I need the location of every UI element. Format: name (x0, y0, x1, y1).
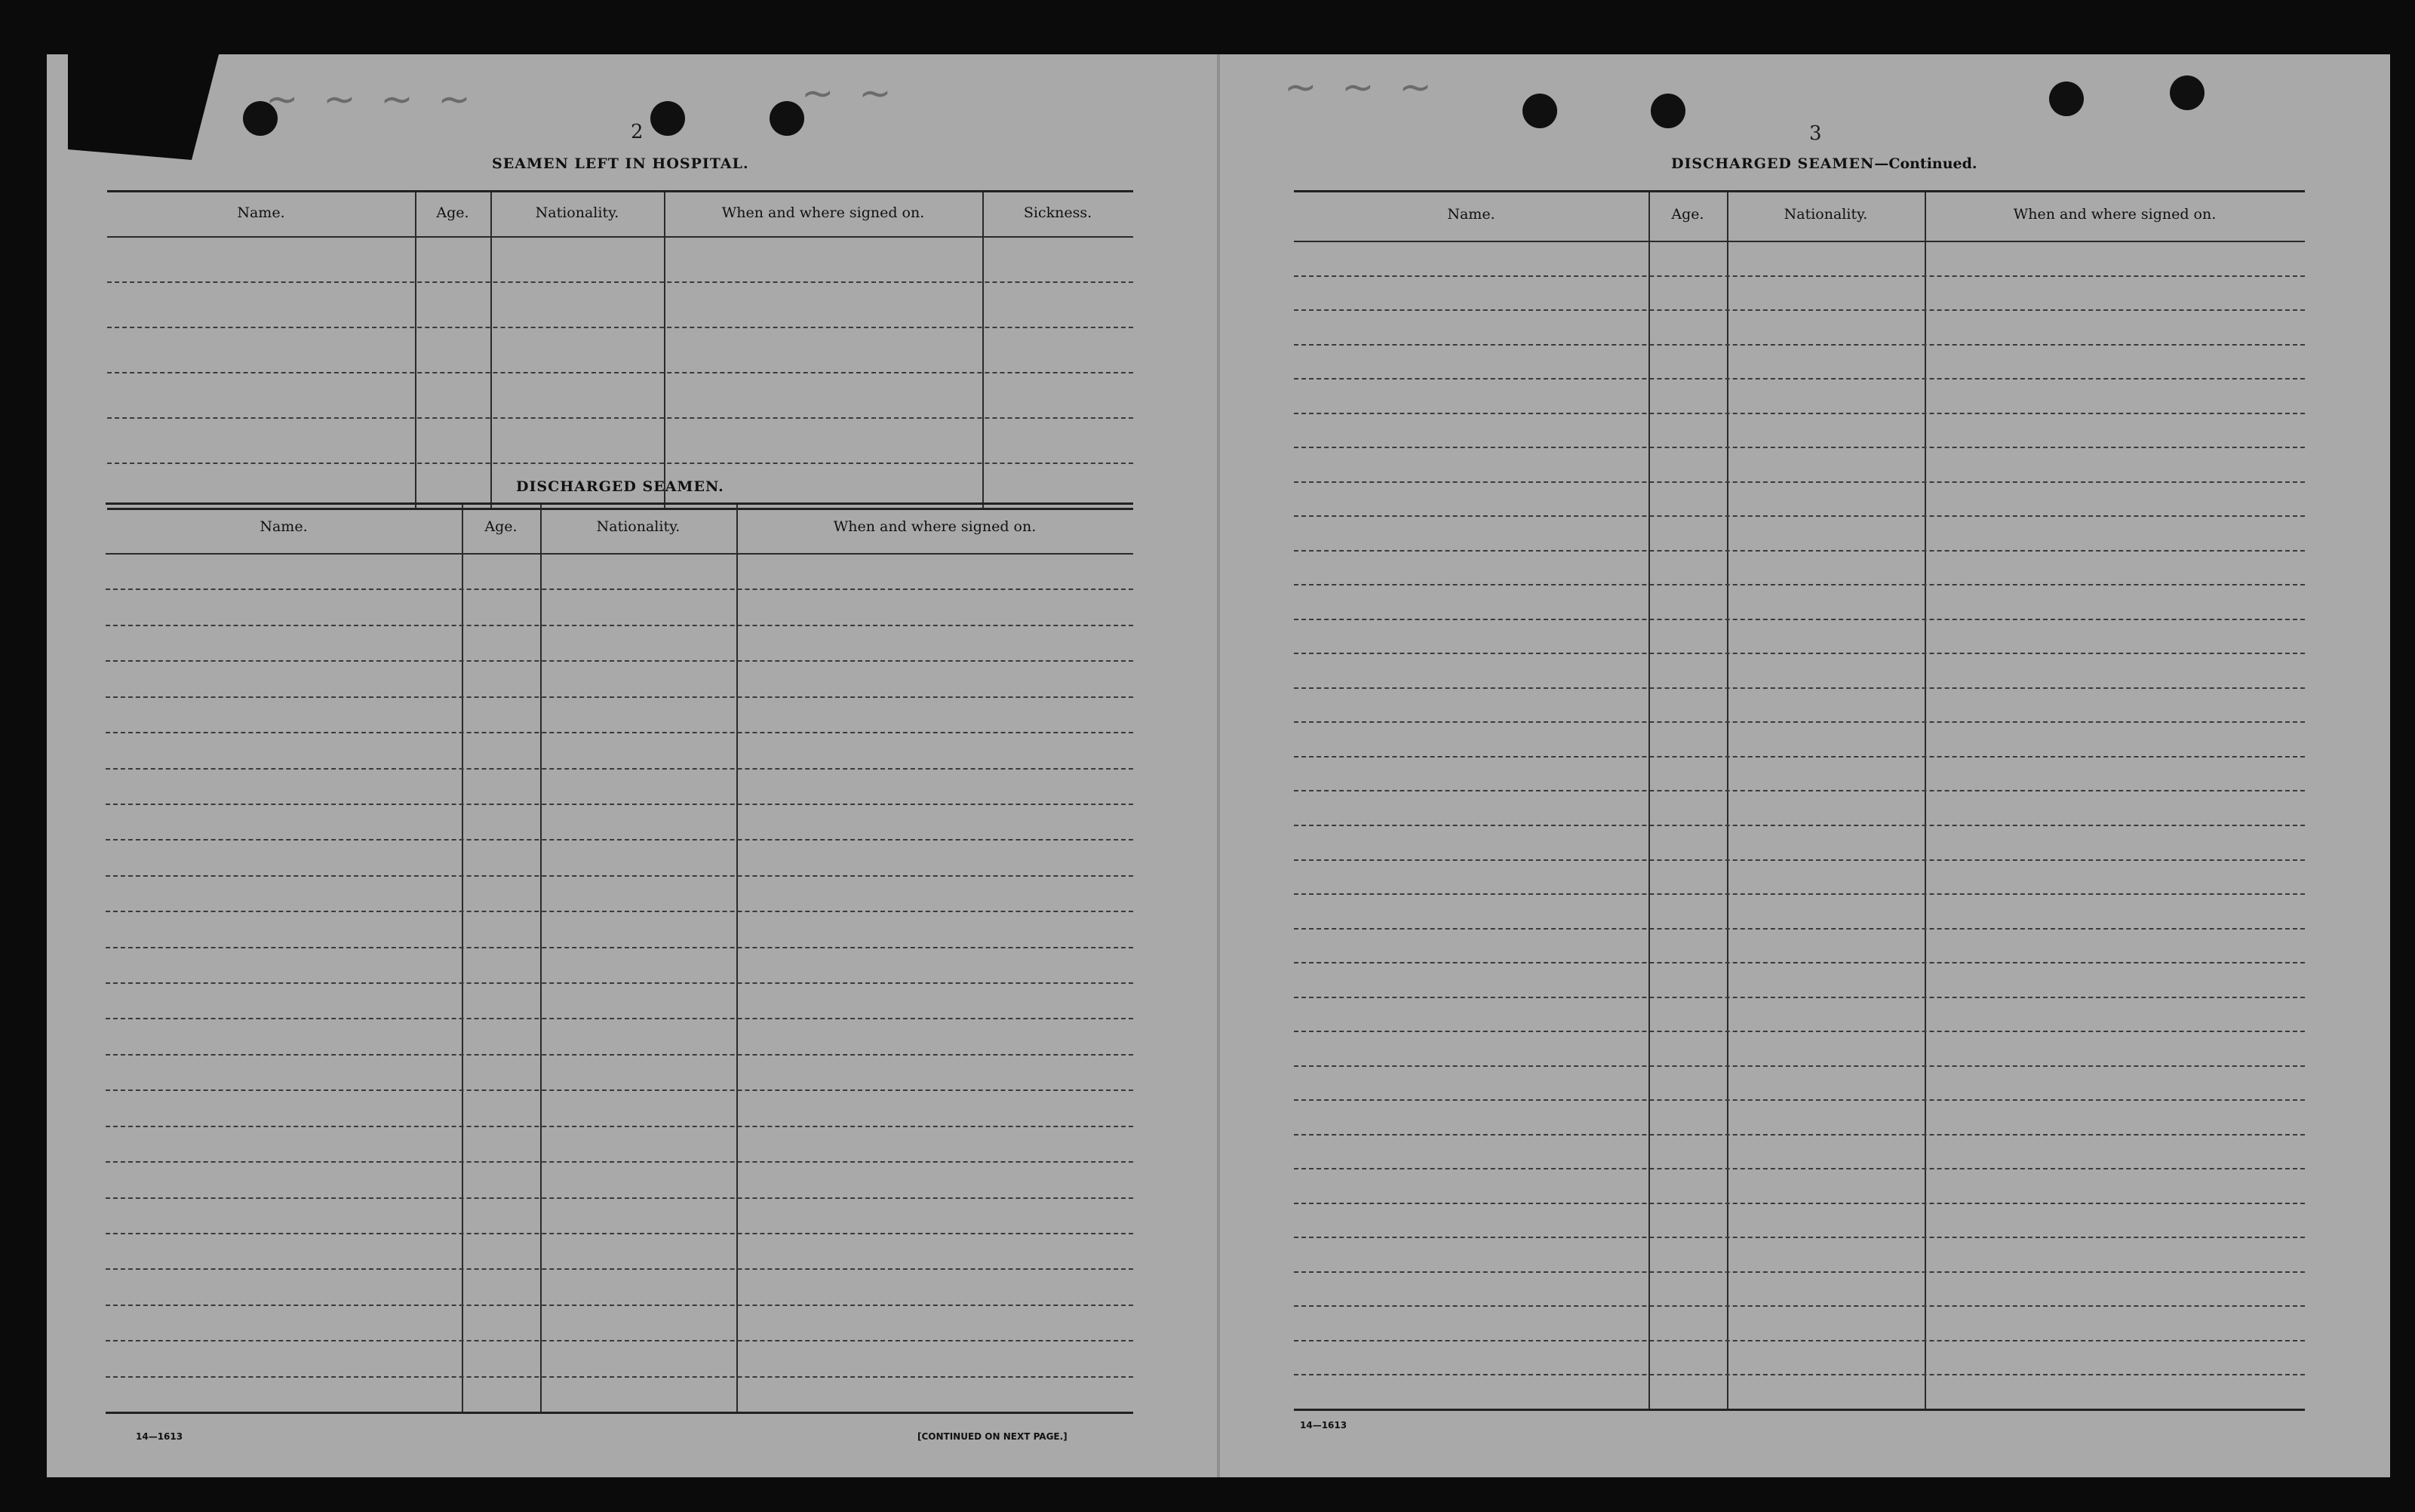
table-row (106, 1376, 1133, 1378)
table-row (1294, 859, 2305, 861)
column-header-sickness: Sickness. (1023, 204, 1092, 221)
table-row (1294, 481, 2305, 483)
table-row (1294, 721, 2305, 723)
column-header-age: Age. (484, 518, 518, 535)
column-divider (540, 505, 542, 1412)
table-row (106, 1197, 1133, 1199)
header-rule (106, 553, 1133, 555)
table-row (106, 1233, 1133, 1234)
table-row (1294, 653, 2305, 654)
table-row (106, 1018, 1133, 1019)
table-row (1294, 1305, 2305, 1307)
table-row (1294, 1099, 2305, 1101)
table-row (1294, 378, 2305, 380)
table-row (106, 1305, 1133, 1306)
column-header-when-and-where-signed-on: When and where signed on. (721, 204, 925, 221)
column-divider (490, 192, 492, 508)
column-divider (415, 192, 416, 508)
table-row (106, 625, 1133, 626)
column-header-when-and-where-signed-on: When and where signed on. (833, 518, 1037, 535)
title-main: DISCHARGED SEAMEN (1671, 155, 1875, 172)
column-divider (664, 192, 665, 508)
table-row (1294, 997, 2305, 998)
table-row (1294, 790, 2305, 791)
column-header-name: Name. (237, 204, 285, 221)
table-row (106, 1340, 1133, 1341)
page-number: 3 (1809, 122, 1822, 145)
hospital-table (107, 190, 1133, 510)
discharged-continued-title (1671, 155, 1977, 172)
table-row (107, 463, 1133, 464)
hospital-section-title: SEAMEN LEFT IN HOSPITAL. (492, 155, 749, 172)
table-row (1294, 275, 2305, 277)
left-page (47, 54, 1218, 1477)
table-row (1294, 1340, 2305, 1341)
faded-handwriting: ~ ~ ~ (1284, 65, 1438, 110)
discharged-section-title: DISCHARGED SEAMEN. (516, 478, 724, 495)
table-row (1294, 1168, 2305, 1169)
table-row (1294, 1374, 2305, 1375)
table-row (106, 875, 1133, 877)
table-row (107, 281, 1133, 283)
discharged-table (106, 502, 1133, 1414)
column-header-age: Age. (436, 204, 469, 221)
column-header-name: Name. (1447, 206, 1495, 223)
table-row (1294, 928, 2305, 930)
table-row (106, 1126, 1133, 1127)
form-number: 14—1613 (136, 1431, 183, 1442)
table-row (107, 372, 1133, 373)
column-divider (1925, 192, 1926, 1409)
column-divider (462, 505, 463, 1412)
table-row (1294, 1065, 2305, 1067)
table-row (1294, 1031, 2305, 1032)
table-row (106, 732, 1133, 733)
table-row (106, 911, 1133, 912)
table-row (1294, 1203, 2305, 1204)
table-row (1294, 309, 2305, 311)
table-row (106, 1054, 1133, 1056)
faded-handwriting: ~ ~ ~ ~ (266, 77, 477, 122)
discharged-continued-table (1294, 190, 2305, 1411)
right-page (1218, 54, 2390, 1477)
table-row (1294, 584, 2305, 585)
ledger-sheet (47, 54, 2390, 1477)
table-row (106, 660, 1133, 662)
table-row (1294, 344, 2305, 346)
column-divider (736, 505, 738, 1412)
table-row (1294, 687, 2305, 689)
table-row (1294, 893, 2305, 895)
table-row (1294, 1134, 2305, 1136)
page-number: 2 (631, 121, 644, 143)
table-row (1294, 619, 2305, 620)
table-row (107, 327, 1133, 328)
table-row (106, 947, 1133, 948)
column-header-name: Name. (260, 518, 308, 535)
header-rule (107, 236, 1133, 238)
table-row (1294, 756, 2305, 758)
column-divider (982, 192, 984, 508)
table-row (1294, 515, 2305, 517)
column-header-age: Age. (1671, 206, 1704, 223)
title-suffix: —Continued. (1874, 155, 1977, 172)
table-row (1294, 447, 2305, 448)
table-row (106, 1161, 1133, 1163)
table-row (107, 417, 1133, 419)
table-row (1294, 550, 2305, 552)
table-row (106, 839, 1133, 841)
column-divider (1727, 192, 1728, 1409)
header-rule (1294, 241, 2305, 242)
column-header-nationality: Nationality. (535, 204, 619, 221)
table-row (106, 804, 1133, 805)
table-row (1294, 962, 2305, 963)
table-row (106, 1089, 1133, 1091)
table-row (1294, 825, 2305, 826)
table-row (1294, 1237, 2305, 1238)
column-header-nationality: Nationality. (596, 518, 681, 535)
table-row (106, 696, 1133, 698)
form-number: 14—1613 (1300, 1420, 1347, 1431)
column-divider (1648, 192, 1650, 1409)
table-row (1294, 1271, 2305, 1273)
column-header-nationality: Nationality. (1784, 206, 1868, 223)
faded-handwriting: ~ ~ (801, 71, 898, 116)
table-row (106, 589, 1133, 590)
table-row (106, 982, 1133, 984)
continued-note: [CONTINUED ON NEXT PAGE.] (917, 1431, 1068, 1442)
table-row (106, 768, 1133, 770)
table-row (1294, 413, 2305, 414)
table-row (106, 1268, 1133, 1270)
column-header-when-and-where-signed-on: When and where signed on. (2013, 206, 2217, 223)
